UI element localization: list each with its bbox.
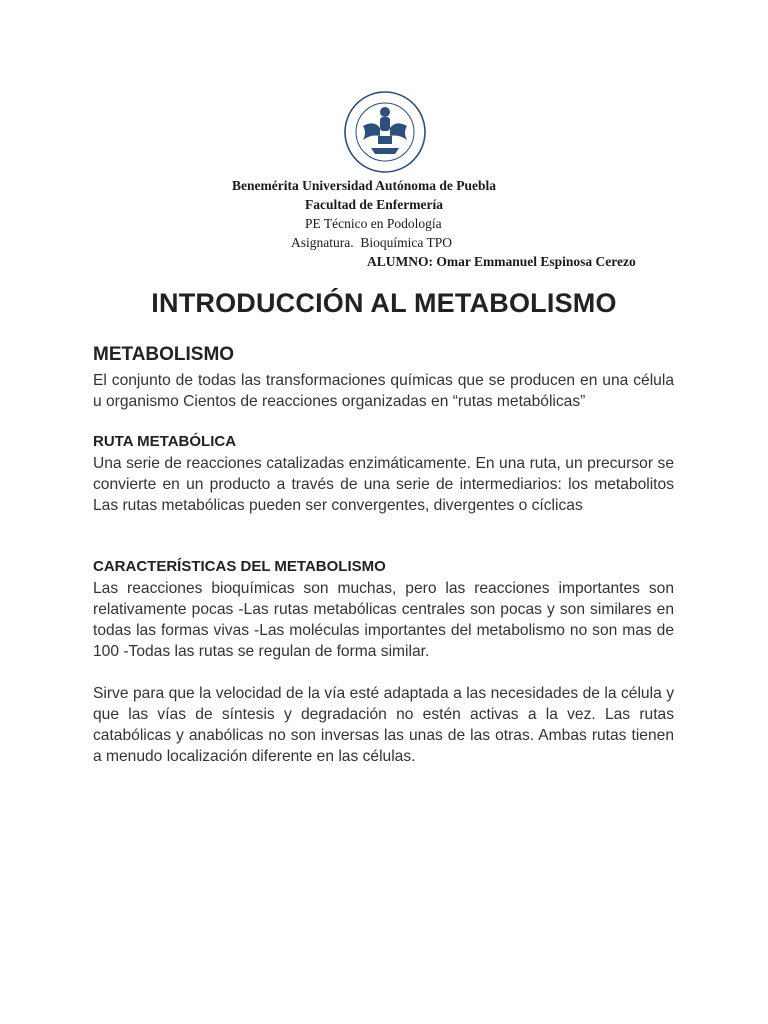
university-seal-icon xyxy=(341,90,429,174)
faculty-name: Facultad de Enfermería xyxy=(305,197,443,212)
section-heading-ruta: RUTA METABÓLICA xyxy=(93,433,237,450)
section-body-metabolismo: El conjunto de todas las transformaciones químicas que se producen en una célula u organismo Cientos de reacciones organizadas en “rutas metabólicas” xyxy=(93,372,674,410)
closing-paragraph: Sirve para que la velocidad de la vía esté adaptada a las necesidades de la célula y que las vías de síntesis y degradación no estén activas a la vez. Las rutas catabólicas y anabólicas no son inversas las unas de las otras. Ambas rutas tienen a menudo localización diferente en las células. xyxy=(93,685,674,765)
section-heading-metabolismo: METABOLISMO xyxy=(93,344,235,365)
program-name: PE Técnico en Podología xyxy=(305,216,442,231)
section-heading-caracteristicas: CARACTERÍSTICAS DEL METABOLISMO xyxy=(93,558,386,575)
section-body-ruta: Una serie de reacciones catalizadas enzimáticamente. En una ruta, un precursor se convierte en un producto a través de una serie de intermediarios: los metabolitos Las rutas metabólicas pueden ser convergentes, divergentes o cíclicas xyxy=(93,455,674,514)
document-title: INTRODUCCIÓN AL METABOLISMO xyxy=(151,288,617,318)
university-name: Benemérita Universidad Autónoma de Puebla xyxy=(232,178,497,193)
subject-name: Asignatura. Bioquímica TPO xyxy=(291,235,452,250)
section-body-caracteristicas: Las reacciones bioquímicas son muchas, pero las reacciones importantes son relativamente pocas -Las rutas metabólicas centrales son pocas y son similares en todas las formas vivas -Las moléculas importantes del metabolismo no son mas de 100 -Todas las rutas se regulan de forma similar. xyxy=(93,580,674,660)
student-name: ALUMNO: Omar Emmanuel Espinosa Cerezo xyxy=(367,254,636,269)
